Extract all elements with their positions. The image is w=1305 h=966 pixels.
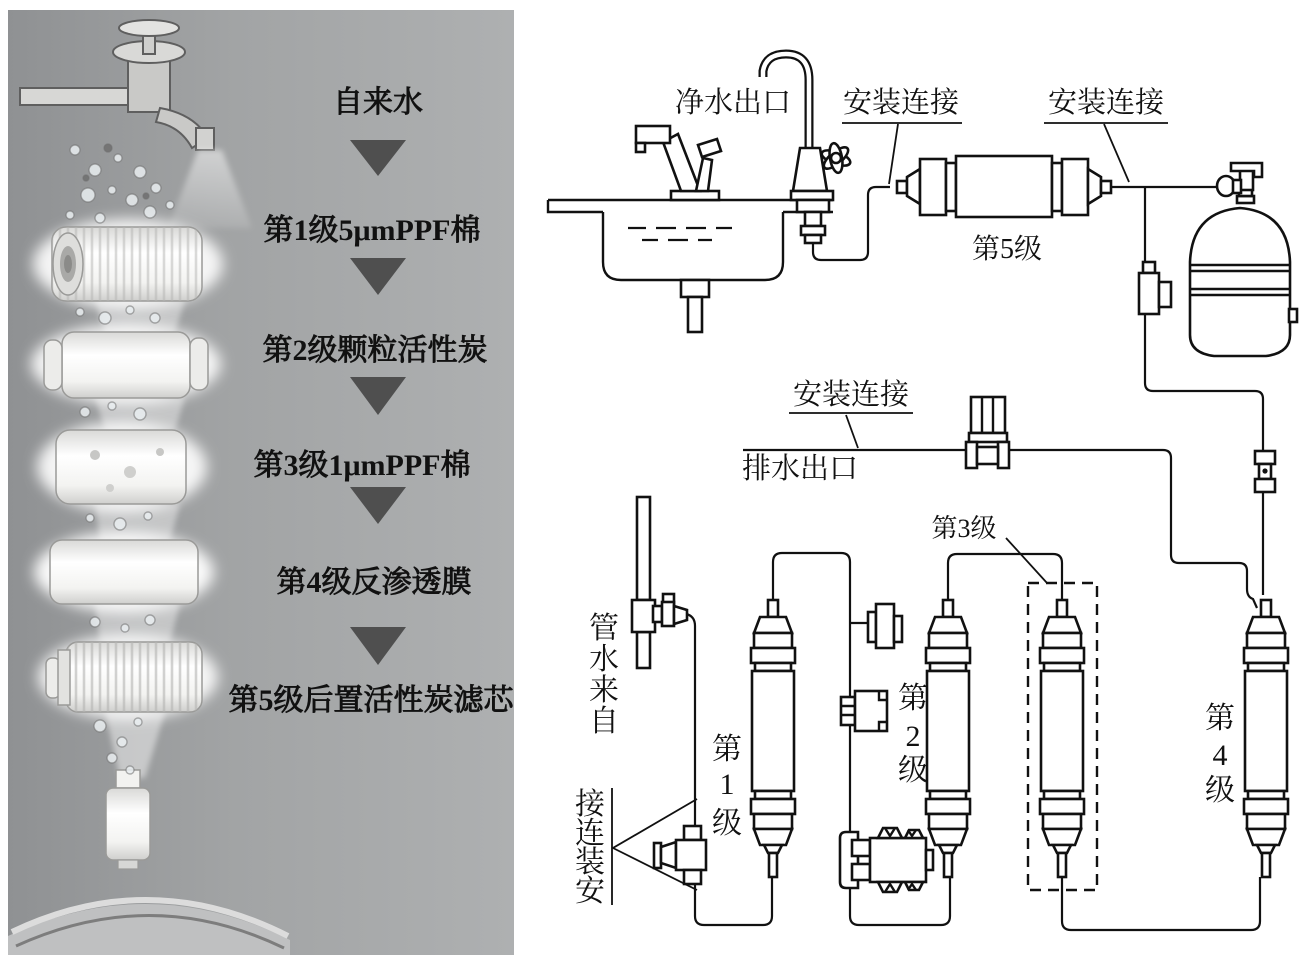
svg-text:装: 装 — [575, 846, 605, 879]
sink — [548, 200, 833, 332]
sink-drain — [681, 280, 709, 297]
install-connection-label-3: 安装连接 — [792, 379, 910, 411]
purifier-faucet — [763, 54, 852, 243]
svg-text:第: 第 — [898, 682, 928, 715]
svg-text:1: 1 — [719, 768, 735, 801]
drain-outlet-label: 排水出口 — [741, 453, 859, 485]
stage1-label — [712, 733, 742, 840]
pressure-tank — [1190, 163, 1297, 356]
flow-step-label: 自来水 — [333, 86, 423, 119]
svg-text:接: 接 — [575, 788, 605, 821]
flow-step-label: 第1级5μmPPF棉 — [263, 214, 481, 247]
flow-step-label: 第3级1μmPPF棉 — [253, 449, 471, 482]
faucet-handle — [698, 139, 721, 157]
svg-text:第: 第 — [1205, 702, 1235, 735]
booster-pump — [840, 828, 933, 892]
flow-step-label: 第4级反渗透膜 — [276, 566, 472, 599]
svg-text:2: 2 — [905, 720, 921, 753]
stage4-label — [1205, 702, 1235, 807]
svg-text:连: 连 — [575, 817, 605, 850]
tap-water-pipe — [632, 497, 687, 668]
svg-text:级: 级 — [712, 807, 742, 840]
tank-tab — [1289, 309, 1297, 322]
inlet-solenoid-valve — [841, 691, 887, 731]
stage2-filter — [926, 600, 970, 877]
stage5-filter — [897, 156, 1111, 217]
stage2-label — [898, 682, 928, 787]
svg-text:4: 4 — [1212, 739, 1228, 772]
tap-water-pipe-label — [589, 612, 619, 738]
svg-text:水: 水 — [589, 643, 619, 676]
flow-step-label: 第5级后置活性炭滤芯 — [228, 684, 514, 717]
svg-text:第: 第 — [712, 733, 742, 766]
cartridge-2 — [62, 332, 190, 398]
flush-restrictor — [966, 397, 1009, 468]
stage5-label: 第5级 — [971, 234, 1043, 265]
svg-text:安: 安 — [575, 875, 605, 908]
tank-valve — [1217, 163, 1262, 203]
clean-water-outlet-label: 净水出口 — [674, 87, 792, 119]
install-connection-label-1: 安装连接 — [842, 87, 960, 119]
svg-text:自: 自 — [589, 705, 619, 738]
pipe-saddle-clamp — [632, 600, 655, 632]
installation-diagram — [548, 54, 1297, 930]
cartridge-4 — [50, 540, 198, 604]
install-connection-label-2: 安装连接 — [1047, 87, 1165, 119]
check-valve — [1255, 451, 1275, 492]
flow-step-label: 第2级颗粒活性炭 — [262, 334, 488, 367]
photo-panel — [8, 10, 514, 955]
cartridge-3 — [56, 430, 186, 504]
branch-valve — [1139, 262, 1171, 314]
svg-text:管: 管 — [589, 612, 619, 645]
kitchen-faucet — [636, 126, 721, 200]
stage1-filter — [751, 600, 795, 877]
stage3-filter — [1040, 600, 1084, 877]
stage4-filter — [1244, 600, 1288, 877]
sink-water-level — [628, 228, 732, 240]
feed-ball-valve — [654, 826, 706, 884]
svg-text:级: 级 — [1205, 774, 1235, 807]
svg-text:级: 级 — [898, 754, 928, 787]
svg-text:来: 来 — [589, 674, 619, 707]
low-pressure-switch — [850, 604, 902, 648]
stage3-label: 第3级 — [931, 514, 997, 543]
diagram-labels — [575, 86, 1235, 908]
